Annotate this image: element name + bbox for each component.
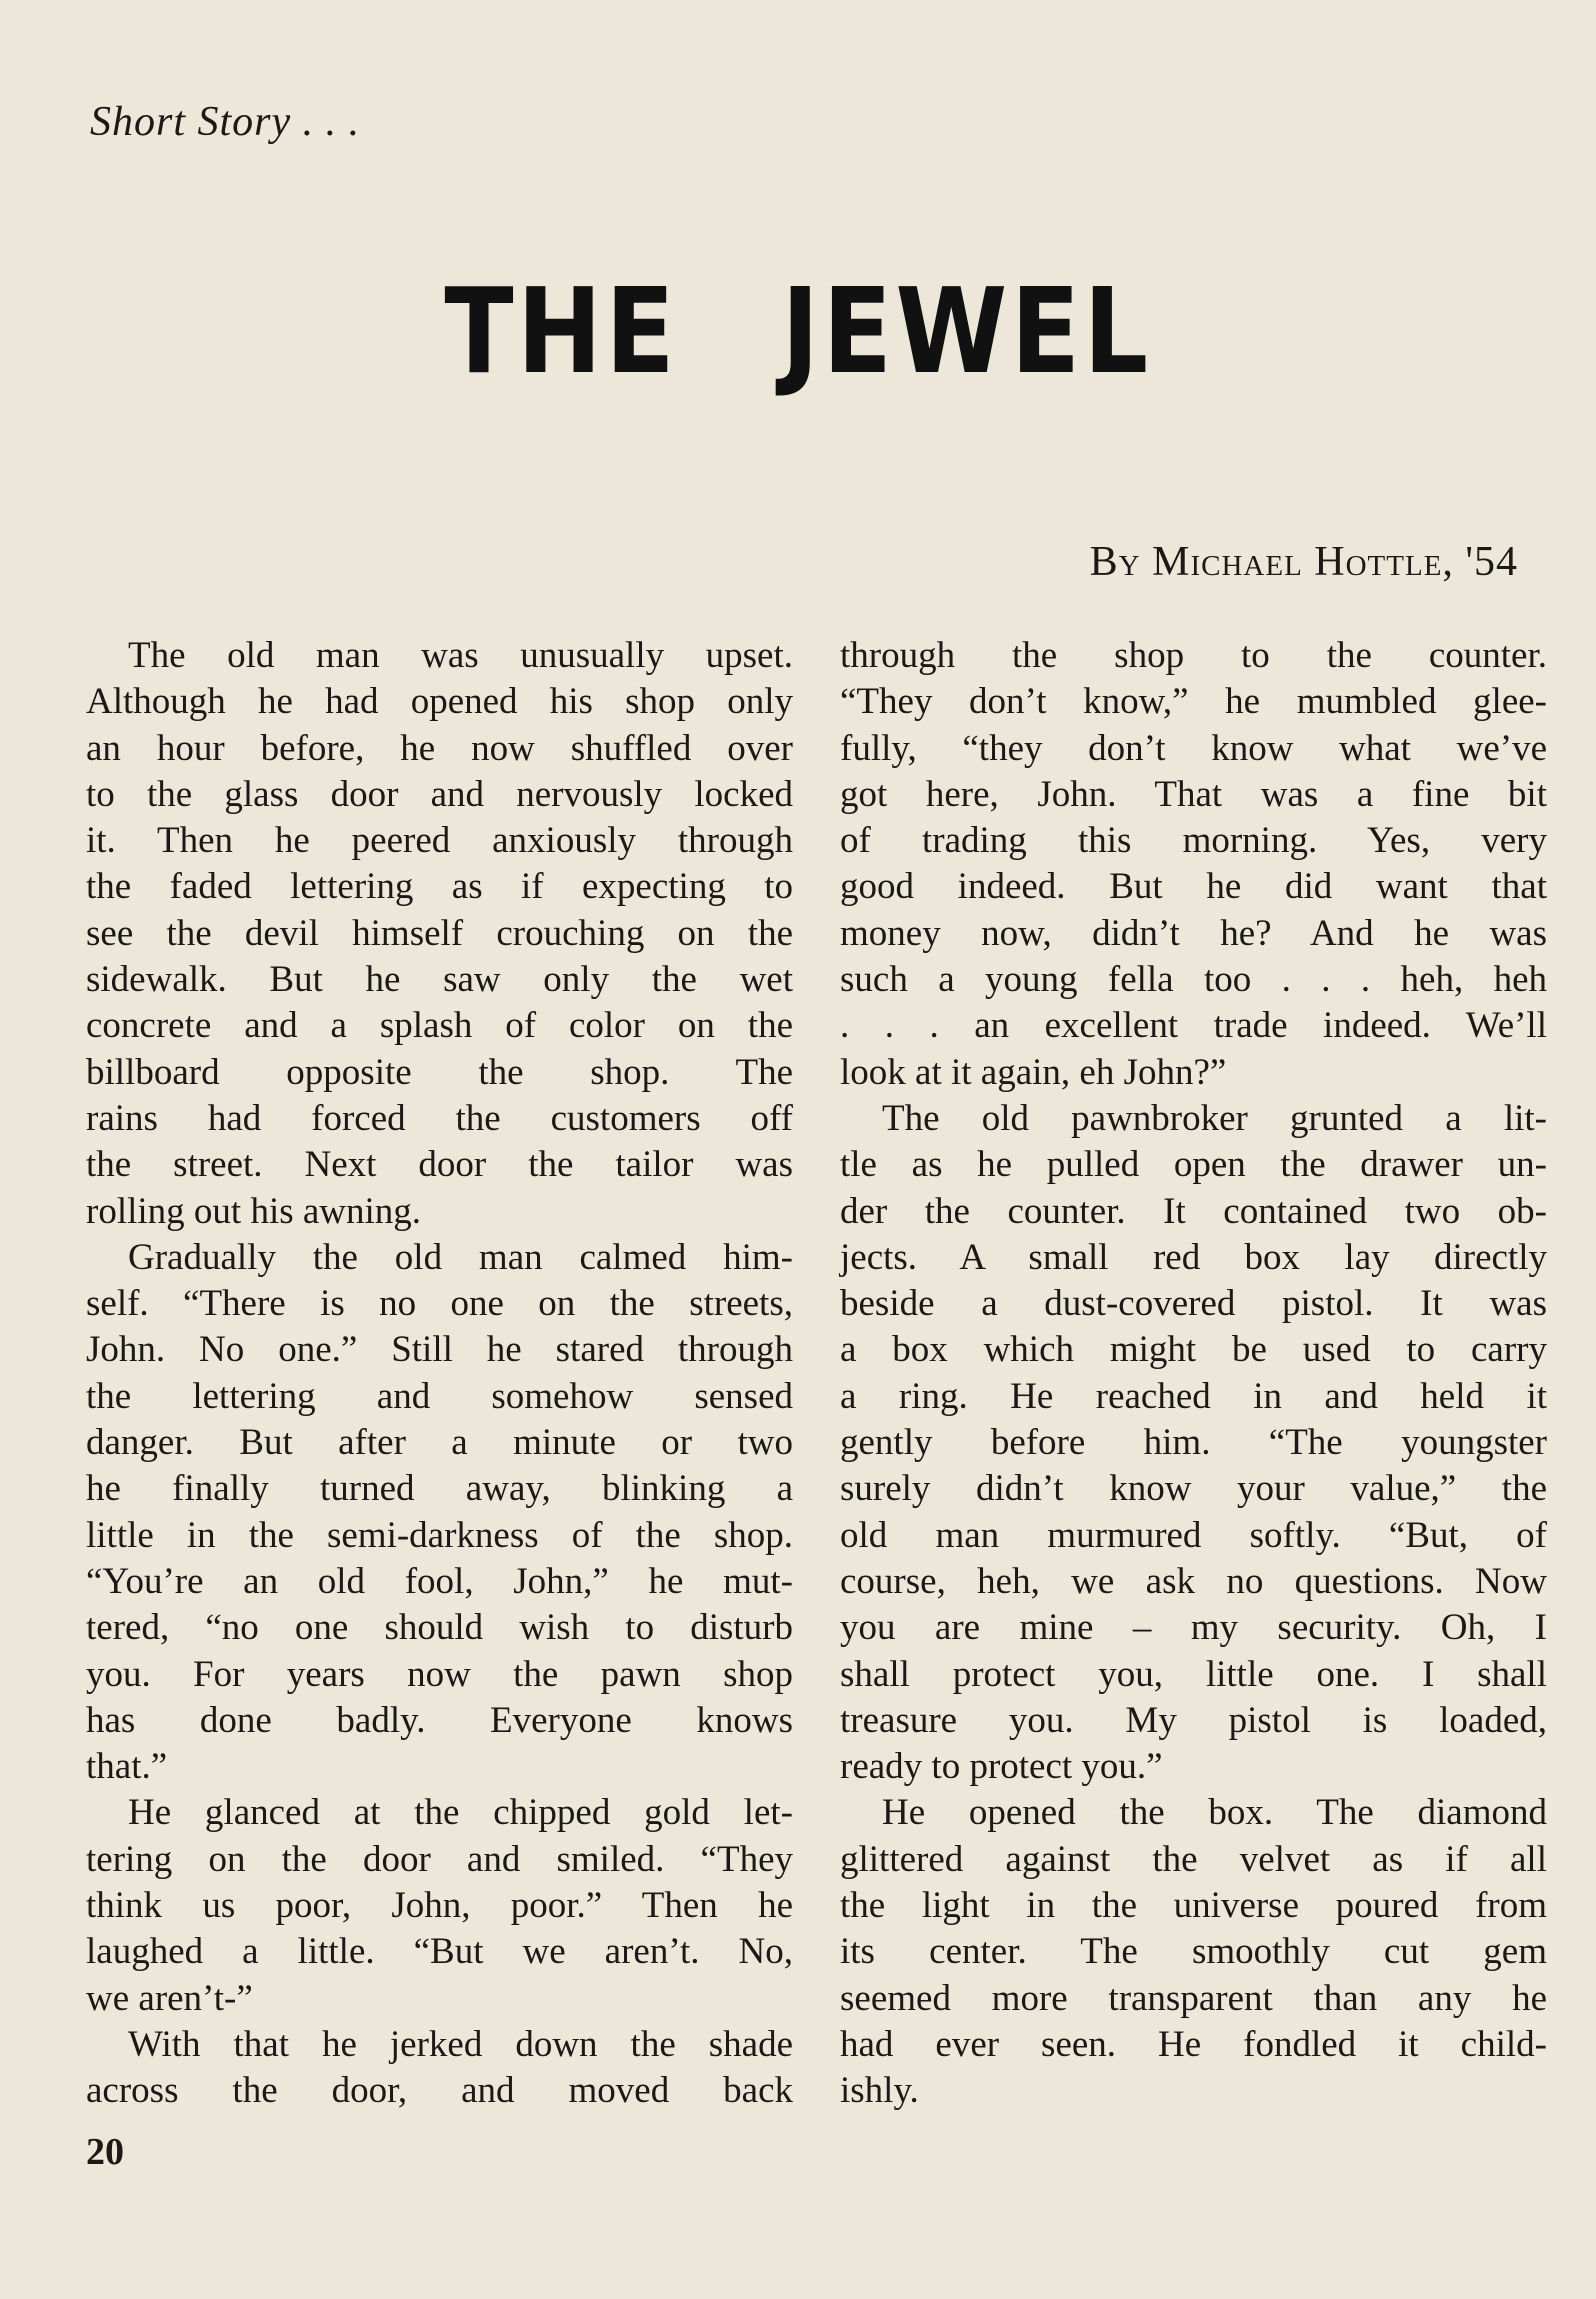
text-line: see the devil himself crouching on the [86, 912, 793, 954]
text-line: an hour before, he now shuffled over [86, 727, 793, 769]
text-line: laughed a little. “But we aren’t. No, [86, 1931, 793, 1973]
text-line: seemed more transparent than any he [840, 1977, 1547, 2019]
text-line: sidewalk. But he saw only the wet [86, 959, 793, 1001]
text-line: shall protect you, little one. I shall [840, 1653, 1547, 1695]
text-line: a box which might be used to carry [840, 1329, 1547, 1371]
text-line: think us poor, John, poor.” Then he [86, 1885, 793, 1927]
text-line: The old pawnbroker grunted a lit- [882, 1097, 1547, 1139]
text-line: little in the semi-darkness of the shop. [86, 1514, 793, 1556]
text-line: der the counter. It contained two ob- [840, 1190, 1547, 1232]
text-line: tered, “no one should wish to disturb [86, 1607, 793, 1649]
text-line: had ever seen. He fondled it child- [840, 2023, 1547, 2065]
text-line: you are mine – my security. Oh, I [840, 1607, 1547, 1649]
text-line: to the glass door and nervously locked [86, 773, 793, 815]
text-line: a ring. He reached in and held it [840, 1375, 1547, 1417]
text-line: we aren’t-” [86, 1977, 253, 2019]
text-line: fully, “they don’t know what we’ve [840, 727, 1547, 769]
page-number: 20 [86, 2131, 124, 2173]
text-line: tering on the door and smiled. “They [86, 1838, 793, 1880]
text-line: that.” [86, 1746, 168, 1788]
section-label: Short Story . . . [90, 99, 361, 145]
title-word-jewel: JEWEL [781, 262, 1152, 400]
text-line: concrete and a splash of color on the [86, 1005, 793, 1047]
text-line: the faded lettering as if expecting to [86, 866, 793, 908]
text-line: jects. A small red box lay directly [840, 1236, 1547, 1278]
text-line: got here, John. That was a fine bit [840, 773, 1547, 815]
text-line: beside a dust-covered pistol. It was [840, 1283, 1547, 1325]
text-line: With that he jerked down the shade [128, 2023, 793, 2065]
text-line: tle as he pulled open the drawer un- [840, 1144, 1547, 1186]
text-line: Although he had opened his shop only [86, 681, 793, 723]
text-line: gently before him. “The youngster [840, 1422, 1547, 1464]
text-line: the light in the universe poured from [840, 1885, 1547, 1927]
text-line: has done badly. Everyone knows [86, 1699, 793, 1741]
text-line: of trading this morning. Yes, very [840, 820, 1547, 862]
text-line: good indeed. But he did want that [840, 866, 1547, 908]
text-line: treasure you. My pistol is loaded, [840, 1699, 1547, 1741]
text-line: it. Then he peered anxiously through [86, 820, 793, 862]
byline: By Michael Hottle, '54 [1089, 539, 1518, 585]
left-column [86, 633, 793, 2115]
text-line: old man murmured softly. “But, of [840, 1514, 1547, 1556]
text-line: glittered against the velvet as if all [840, 1838, 1547, 1880]
text-line: “They don’t know,” he mumbled glee- [840, 681, 1547, 723]
text-line: the lettering and somehow sensed [86, 1375, 793, 1417]
text-line: such a young fella too . . . heh, heh [840, 959, 1547, 1001]
right-column [840, 633, 1547, 2115]
text-line: ishly. [840, 2070, 919, 2112]
text-line: billboard opposite the shop. The [86, 1051, 793, 1093]
text-line: he finally turned away, blinking a [86, 1468, 793, 1510]
text-line: John. No one.” Still he stared through [86, 1329, 793, 1371]
text-line: Gradually the old man calmed him- [128, 1236, 793, 1278]
text-line: the street. Next door the tailor was [86, 1144, 793, 1186]
text-line: surely didn’t know your value,” the [840, 1468, 1547, 1510]
text-line: look at it again, eh John?” [840, 1051, 1227, 1093]
text-line: “You’re an old fool, John,” he mut- [86, 1560, 793, 1602]
text-line: course, heh, we ask no questions. Now [840, 1560, 1547, 1602]
text-line: . . . an excellent trade indeed. We’ll [840, 1005, 1547, 1047]
text-line: The old man was unusually upset. [128, 635, 793, 676]
text-line: He glanced at the chipped gold let- [128, 1792, 793, 1834]
text-line: rolling out his awning. [86, 1190, 422, 1232]
text-line: through the shop to the counter. [840, 635, 1547, 676]
text-line: rains had forced the customers off [86, 1097, 793, 1139]
text-line: across the door, and moved back [86, 2070, 793, 2112]
text-line: you. For years now the pawn shop [86, 1653, 793, 1695]
text-line: danger. But after a minute or two [86, 1422, 793, 1464]
story-title [112, 262, 1485, 400]
text-line: ready to protect you.” [840, 1746, 1163, 1788]
text-line: money now, didn’t he? And he was [840, 912, 1547, 954]
text-line: He opened the box. The diamond [882, 1792, 1547, 1834]
text-line: self. “There is no one on the streets, [86, 1283, 793, 1325]
title-word-the: THE [444, 262, 679, 400]
text-line: its center. The smoothly cut gem [840, 1931, 1547, 1973]
